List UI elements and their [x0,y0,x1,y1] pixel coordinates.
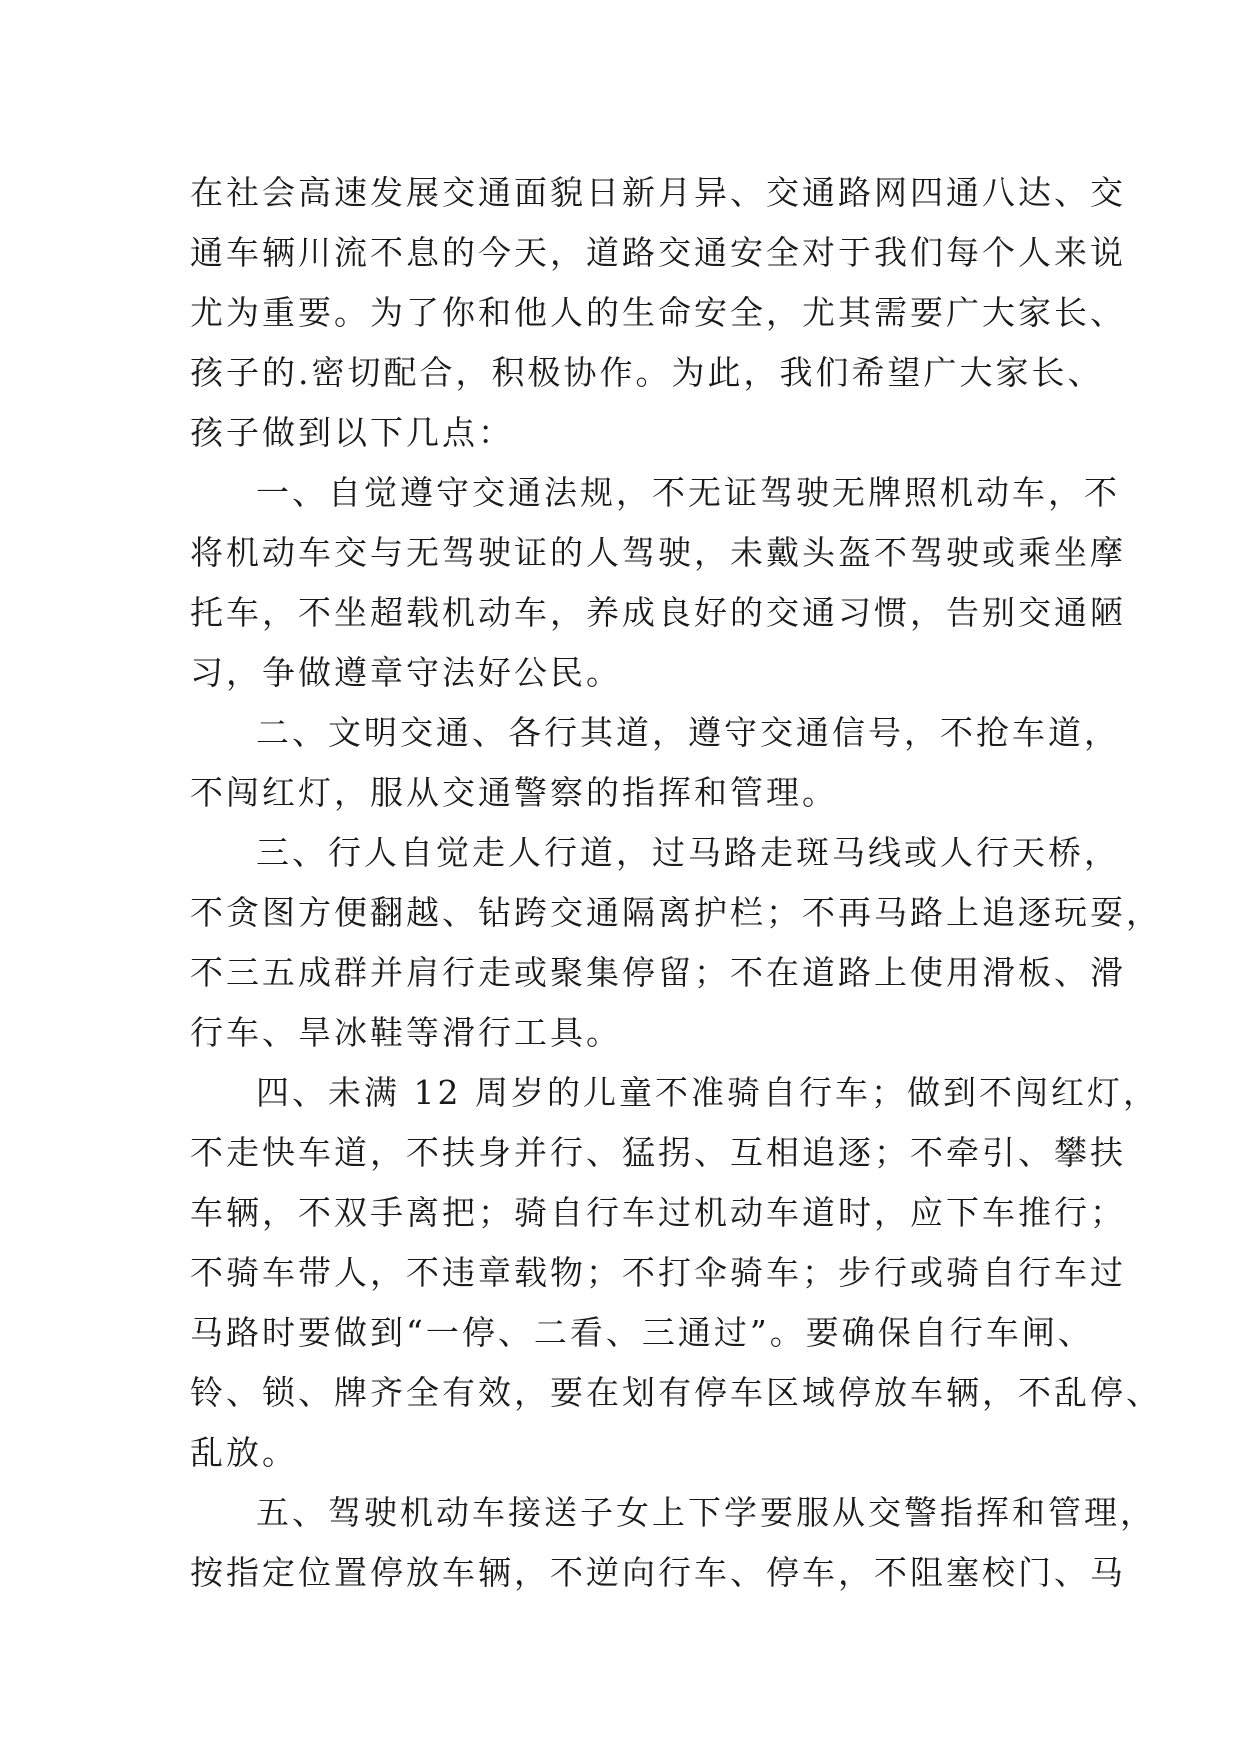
text-line: 不骑车带人，不违章载物；不打伞骑车；步行或骑自行车过 [190,1253,1126,1292]
text-line: 在社会高速发展交通面貌日新月异、交通路网四通八达、交 [190,173,1126,212]
paragraph-item-5 [190,1483,1156,1603]
text-line: 不三五成群并肩行走或聚集停留；不在道路上使用滑板、滑 [190,953,1126,992]
text-line: 习，争做遵章守法好公民。 [190,653,622,692]
text-line: 不贪图方便翻越、钻跨交通隔离护栏；不再马路上追逐玩耍， [190,893,1162,932]
paragraph-item-2 [190,703,1120,823]
text-line: 一、自觉遵守交通法规，不无证驾驶无牌照机动车，不 [256,473,1120,512]
text-line: 乱放。 [190,1433,298,1472]
text-line: 马路时要做到“一停、二看、三通过”。要确保自行车闸、 [190,1313,1094,1352]
paragraph-item-1 [190,463,1126,703]
text-line: 二、文明交通、各行其道，遵守交通信号，不抢车道， [256,713,1120,752]
text-line: 五、驾驶机动车接送子女上下学要服从交警指挥和管理， [256,1493,1156,1532]
text-line: 通车辆川流不息的今天，道路交通安全对于我们每个人来说 [190,233,1126,272]
document-body [190,163,1162,1603]
text-line: 按指定位置停放车辆，不逆向行车、停车，不阻塞校门、马 [190,1553,1126,1592]
text-line: 行车、旱冰鞋等滑行工具。 [190,1013,622,1052]
text-line: 四、未满 12 周岁的儿童不准骑自行车；做到不闯红灯， [256,1073,1159,1112]
paragraph-item-4 [190,1063,1162,1483]
text-line: 孩子做到以下几点： [190,413,514,452]
text-line: 将机动车交与无驾驶证的人驾驶，未戴头盔不驾驶或乘坐摩 [190,533,1126,572]
text-line: 托车，不坐超载机动车，养成良好的交通习惯，告别交通陋 [190,593,1126,632]
text-line: 铃、锁、牌齐全有效，要在划有停车区域停放车辆，不乱停、 [190,1373,1162,1412]
text-line: 不闯红灯，服从交通警察的指挥和管理。 [190,773,838,812]
text-line: 不走快车道，不扶身并行、猛拐、互相追逐；不牵引、攀扶 [190,1133,1126,1172]
text-line: 尤为重要。为了你和他人的生命安全，尤其需要广大家长、 [190,293,1126,332]
paragraph-item-3 [190,823,1162,1063]
paragraph-intro [190,163,1126,463]
text-line: 车辆，不双手离把；骑自行车过机动车道时，应下车推行； [190,1193,1126,1232]
text-line: 三、行人自觉走人行道，过马路走斑马线或人行天桥， [256,833,1120,872]
text-line: 孩子的.密切配合，积极协作。为此，我们希望广大家长、 [190,353,1104,392]
